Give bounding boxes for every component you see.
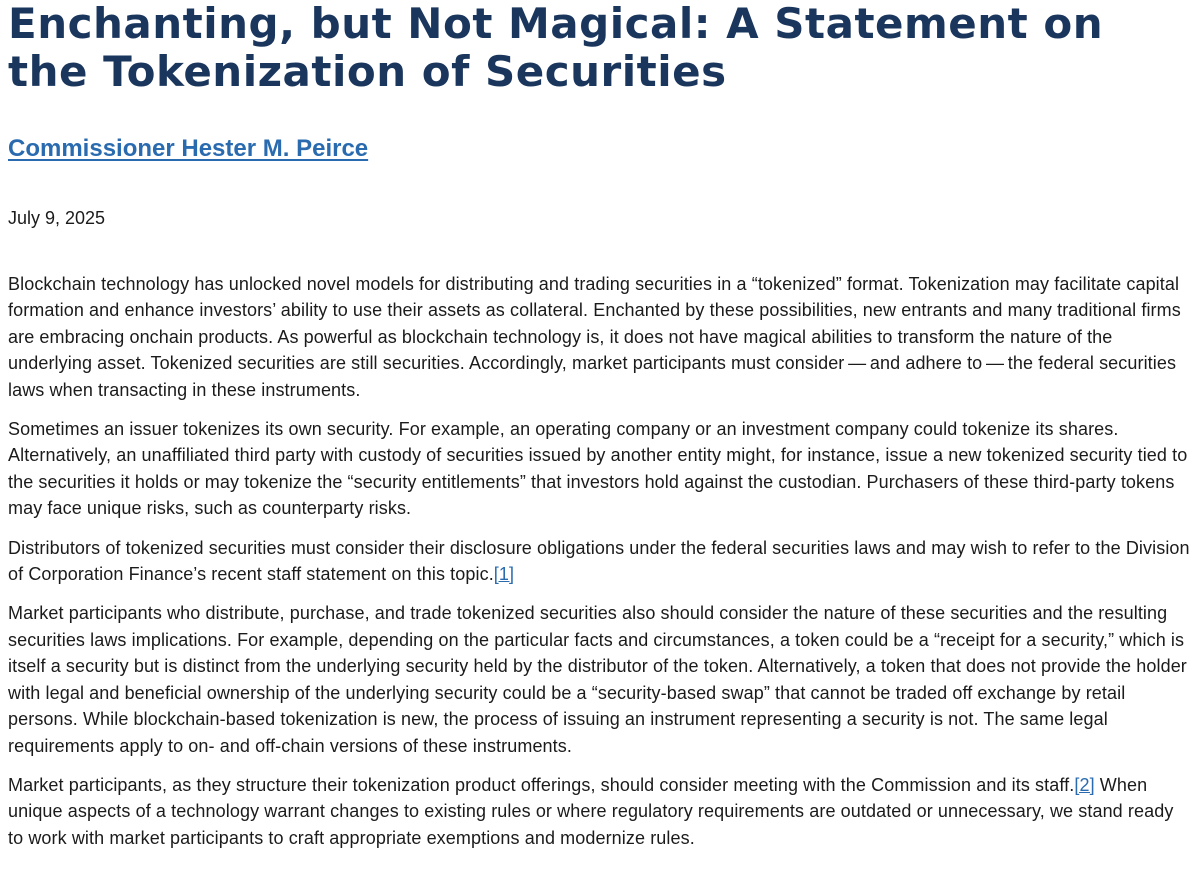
statement-body — [8, 271, 1192, 851]
paragraph-text: Market participants who distribute, purchase, and trade tokenized securities also should consider the nature of these securities and the resulting securities laws implications. For example, depending on the particular facts and circumstances, a token could be a “receipt for a security,” which is itself a security but is distinct from the underlying security held by the distributor of the token. Alternatively, a token that does not provide the holder with legal and beneficial ownership of the underlying security could be a “security-based swap” that cannot be traded off exchange by retail persons. While blockchain-based tokenization is new, the process of issuing an instrument representing a security is not. The same legal requirements apply to on- and off-chain versions of these instruments. — [8, 603, 1187, 756]
paragraph-text: Sometimes an issuer tokenizes its own security. For example, an operating company or an investment company could tokenize its shares. Alternatively, an unaffiliated third party with custody of securities issued by another entity might, for instance, issue a new tokenized security tied to the securities it holds or may tokenize the “security entitlements” that investors hold against the custodian. Purchasers of these third-party tokens may face unique risks, such as counterparty risks. — [8, 419, 1188, 519]
author-link[interactable]: Commissioner Hester M. Peirce — [8, 135, 369, 162]
paragraph-text-continued: When unique aspects of a technology warrant changes to existing rules or where regulatory requirements are outdated or unnecessary, we stand ready to work with market participants to craft appropriate exemptions and modernize rules. — [8, 774, 1174, 848]
publish-date: July 9, 2025 — [8, 208, 106, 228]
footnote-link-1[interactable]: [1] — [493, 564, 515, 585]
paragraph — [8, 772, 1192, 851]
page-title: Enchanting, but Not Magical: A Statement on the Tokenization of Securities — [8, 0, 1104, 96]
paragraph — [8, 600, 1192, 758]
paragraph — [8, 416, 1192, 522]
paragraph — [8, 535, 1192, 588]
paragraph-text: Distributors of tokenized securities must consider their disclosure obligations under the federal securities laws and may wish to refer to the Division of Corporation Finance’s recent staff statement on this topic. — [8, 537, 1190, 585]
paragraph — [8, 271, 1192, 403]
footnote-link-2[interactable]: [2] — [1074, 774, 1095, 795]
paragraph-text: Market participants, as they structure their tokenization product offerings, should consider meeting with the Commission and its staff. — [8, 774, 1075, 795]
paragraph-text: Blockchain technology has unlocked novel models for distributing and trading securities in a “tokenized” format. Tokenization may facilitate capital formation and enhance investors’ ability to use their assets as collateral. Enchanted by these possibilities, new entrants and many traditional firms are embracing onchain products. As powerful as blockchain technology is, it does not have magical abilities to transform the nature of the underlying asset. Tokenized securities are still securities. Accordingly, market participants must consider — and adhere to — the federal securities laws when transacting in these instruments. — [8, 274, 1181, 400]
